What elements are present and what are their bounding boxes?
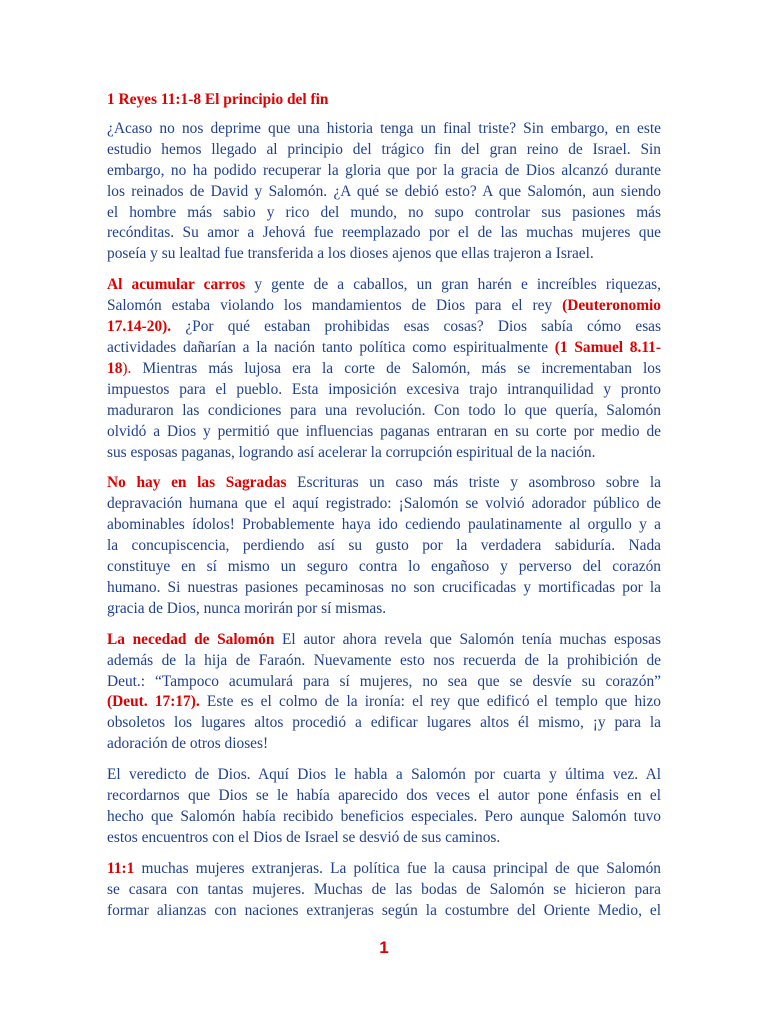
text-line: el hombre más sabio y rico del mundo, no supo controlar sus pasiones más (107, 203, 661, 221)
text-line (107, 630, 661, 651)
text-line: los reinados de David y Salomón. ¿A qué se debió esto? A que Salomón, aun siendo (107, 182, 661, 200)
text-line (107, 275, 661, 296)
text-line: hecho que Salomón había recibido beneficios especiales. Pero aunque Salomón tuvo (107, 808, 661, 825)
text-line (107, 859, 661, 880)
paragraph-11-1 (107, 859, 661, 922)
text-run: Escrituras un caso más triste y asombroso sobre la (286, 474, 661, 492)
scripture-reference: (Deuteronomio (562, 297, 661, 315)
text-line (107, 296, 661, 317)
section-heading: La necedad de Salomón (107, 630, 275, 648)
text-line: además de la hija de Faraón. Nuevamente esto nos recuerda de la prohibición de (107, 651, 661, 669)
text-line: olvidó a Dios y permitió que influencias paganas entraran en su corte por medio de (107, 422, 661, 440)
text-run: Salomón estaba violando los mandamientos de Dios para el rey (107, 297, 563, 315)
text-line: la concupiscencia, perdiendo así su gusto por la verdadera sabiduría. Nada (107, 537, 661, 555)
text-line (107, 317, 661, 338)
text-line: formar alianzas con naciones extranjeras según la costumbre del Oriente Medio, el (107, 901, 661, 919)
text-run: Mientras más lujosa era la corte de Salomón, más se incrementaban los (131, 359, 661, 377)
text-line: depravación humana que el aquí registrado: ¡Salomón se volvió adorador público de (107, 495, 661, 513)
text-line: adoración de otros dioses! (107, 735, 269, 753)
text-run: y gente de a caballos, un gran harén e increíbles riquezas, (245, 276, 661, 294)
text-line (107, 473, 661, 494)
paragraph-sagradas (107, 473, 661, 619)
text-line (107, 338, 661, 359)
text-line (107, 359, 661, 380)
text-line: embargo, no ha podido recuperar la gloria que por la gracia de Dios alcanzó durante (107, 161, 661, 179)
text-line: constituye en sí mismo un seguro contra lo engañoso y perverso del corazón (107, 558, 661, 576)
text-line: recordarnos que Dios se le había aparecido dos veces el autor pone énfasis en el (107, 787, 661, 805)
text-line: abominables ídolos! Probablemente haya ido cediendo paulatinamente al orgullo y a (107, 516, 661, 534)
section-heading: Al acumular carros (107, 276, 246, 294)
text-line: maduraron las condiciones para una revolución. Con todo lo que quería, Salomón (107, 401, 661, 419)
text-run: El autor ahora revela que Salomón tenía muchas esposas (274, 630, 661, 648)
text-run: actividades dañarían a la nación tanto política como espiritualmente (107, 338, 555, 356)
scripture-reference: 18 (107, 359, 123, 377)
section-heading: No hay en las Sagradas (107, 474, 287, 492)
document-page (107, 90, 661, 932)
text-line: estudio hemos llegado al principio del trágico fin del gran reino de Israel. Sin (107, 140, 661, 158)
text-line: se casara con tantas mujeres. Muchas de las bodas de Salomón se hicieron para (107, 880, 661, 898)
page-number: 1 (379, 938, 389, 957)
text-line: Deut.: “Tampoco acumulará para sí mujeres, no sea que se desvíe su corazón” (107, 672, 661, 690)
text-run: Este es el colmo de la ironía: el rey que edificó el templo que hizo (199, 693, 661, 711)
scripture-reference: (1 Samuel 8.11- (554, 338, 661, 356)
text-line: estos encuentros con el Dios de Israel se desvió de sus caminos. (107, 828, 501, 846)
text-run: ¿Por qué estaban prohibidas esas cosas? Dios sabía cómo esas (171, 318, 661, 336)
paragraph-necedad (107, 630, 661, 755)
text-line: poseía y su lealtad fue transferida a los dioses ajenos que ellas trajeron a Israel. (107, 245, 594, 263)
verse-reference: 11:1 (107, 859, 135, 877)
text-line: El veredicto de Dios. Aquí Dios le habla a Salomón por cuarta y última vez. Al (107, 766, 661, 784)
paragraph-carros (107, 275, 661, 463)
text-line: humano. Si nuestras pasiones pecaminosas no son crucificadas y mortificadas por la (107, 578, 661, 596)
text-line (107, 692, 661, 713)
text-run: ). (122, 359, 132, 377)
paragraph-veredicto (107, 765, 661, 849)
text-line: recónditas. Su amor a Jehová fue reemplazado por el de las muchas mujeres que (107, 224, 661, 242)
scripture-reference: (Deut. 17:17). (107, 693, 200, 711)
text-run: muchas mujeres extranjeras. La política fue la causa principal de que Salomón (134, 859, 661, 877)
text-line: gracia de Dios, nunca morirán por sí mismas. (107, 599, 387, 617)
text-line: obsoletos los lugares altos procedió a edificar lugares altos él mismo, ¡y para la (107, 714, 661, 732)
text-line: impuestos para el pueblo. Esta imposición excesiva trajo intranquilidad y pronto (107, 380, 661, 398)
document-title: 1 Reyes 11:1-8 El principio del fin (107, 91, 329, 108)
scripture-reference: 17.14-20). (107, 318, 172, 336)
paragraph-intro (107, 119, 661, 265)
text-line: ¿Acaso no nos deprime que una historia tenga un final triste? Sin embargo, en este (107, 119, 661, 137)
text-line: sus esposas paganas, logrando así acelerar la corrupción espiritual de la nación. (107, 443, 596, 461)
